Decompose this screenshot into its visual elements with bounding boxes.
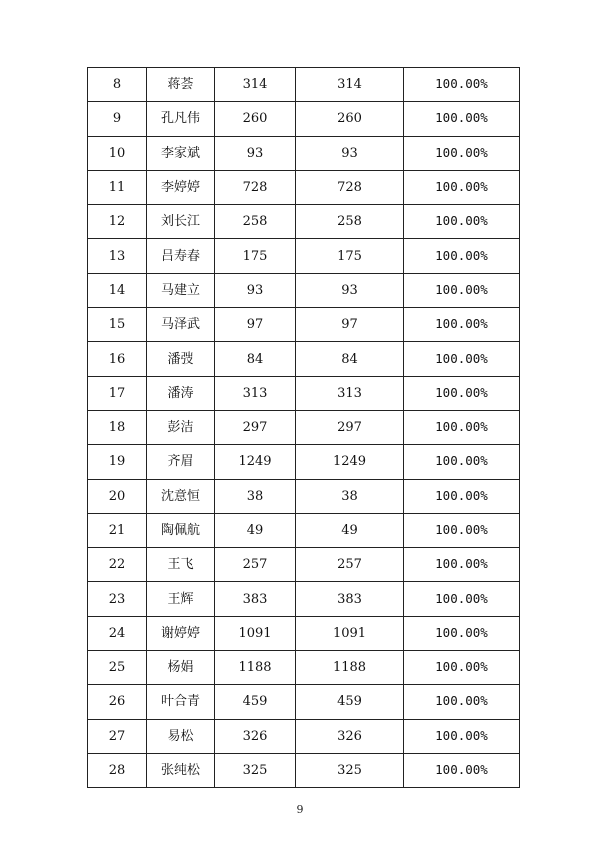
cell-rate [404, 170, 520, 204]
cell-index-text: 24 [108, 625, 126, 641]
cell-rate [404, 548, 520, 582]
cell-value-b [296, 479, 404, 513]
cell-index [88, 513, 147, 547]
cell-index [88, 685, 147, 719]
cell-value-b [296, 273, 404, 307]
cell-value-b [296, 308, 404, 342]
cell-value-a-text: 1091 [238, 625, 272, 641]
cell-value-b-text: 260 [337, 111, 362, 127]
cell-name-text: 谢婷婷 [160, 625, 200, 641]
cell-value-a-text: 175 [242, 248, 268, 264]
cell-name-text: 刘长江 [160, 214, 200, 230]
cell-rate [404, 616, 520, 650]
cell-index [88, 719, 147, 753]
cell-value-b [296, 445, 404, 479]
cell-rate [404, 479, 520, 513]
cell-value-b [296, 239, 404, 273]
cell-value-a [215, 205, 296, 239]
cell-index [88, 170, 147, 204]
cell-rate [404, 445, 520, 479]
cell-value-a-text: 314 [242, 77, 268, 93]
table-row [88, 170, 520, 204]
cell-index [88, 445, 147, 479]
cell-value-a-text: 325 [242, 763, 268, 779]
cell-value-a-text: 728 [242, 180, 268, 196]
table-row [88, 445, 520, 479]
cell-name-text: 孔凡伟 [160, 111, 200, 127]
cell-value-a-text: 326 [242, 728, 268, 744]
table-row [88, 68, 520, 102]
cell-index-text: 12 [108, 214, 126, 230]
cell-value-b-text: 97 [341, 317, 358, 333]
cell-name-text: 陶佩航 [160, 523, 200, 538]
cell-name-text: 王飞 [167, 557, 194, 573]
cell-value-a [215, 651, 296, 685]
table-row [88, 719, 520, 753]
cell-name [147, 719, 215, 753]
cell-name-text: 李家斌 [160, 145, 200, 161]
cell-index-text: 23 [108, 591, 126, 607]
table-row [88, 273, 520, 307]
cell-value-b [296, 410, 404, 444]
cell-index-text: 15 [108, 317, 126, 333]
cell-index [88, 753, 147, 787]
cell-rate-text: 100.00% [435, 419, 488, 435]
cell-value-b [296, 719, 404, 753]
cell-rate-text: 100.00% [435, 350, 488, 366]
cell-value-a-text: 257 [242, 557, 268, 573]
data-table [87, 67, 520, 788]
cell-value-b [296, 68, 404, 102]
cell-value-a-text: 258 [242, 214, 268, 230]
cell-value-a [215, 136, 296, 170]
cell-rate [404, 513, 520, 547]
cell-name [147, 273, 215, 307]
cell-name [147, 342, 215, 376]
cell-index-text: 25 [108, 660, 126, 676]
cell-value-b [296, 582, 404, 616]
cell-value-a [215, 170, 296, 204]
cell-index [88, 616, 147, 650]
cell-index-text: 20 [108, 488, 126, 504]
cell-value-a [215, 616, 296, 650]
cell-value-a [215, 239, 296, 273]
cell-name-text: 马泽武 [160, 317, 200, 333]
table-row [88, 616, 520, 650]
cell-value-a [215, 719, 296, 753]
cell-value-b [296, 651, 404, 685]
cell-index [88, 410, 147, 444]
cell-name [147, 170, 215, 204]
cell-rate-text: 100.00% [435, 659, 488, 675]
cell-name [147, 102, 215, 136]
table-row [88, 136, 520, 170]
table-row [88, 308, 520, 342]
cell-index [88, 548, 147, 582]
cell-value-b [296, 342, 404, 376]
cell-value-a [215, 753, 296, 787]
page-number: 9 [296, 803, 304, 816]
cell-value-a-text: 1249 [238, 454, 272, 470]
cell-rate [404, 136, 520, 170]
cell-value-b [296, 136, 404, 170]
cell-name-text: 叶合青 [160, 694, 200, 710]
cell-index [88, 205, 147, 239]
cell-name [147, 445, 215, 479]
cell-value-a-text: 459 [242, 694, 268, 710]
cell-value-a [215, 513, 296, 547]
cell-value-a [215, 308, 296, 342]
cell-rate [404, 342, 520, 376]
cell-index-text: 18 [108, 420, 126, 436]
cell-name-text: 彭洁 [167, 420, 194, 436]
table-row [88, 548, 520, 582]
cell-value-b-text: 314 [337, 77, 362, 93]
cell-rate-text: 100.00% [435, 110, 488, 126]
cell-name-text: 蒋荟 [167, 77, 194, 93]
cell-name [147, 479, 215, 513]
cell-rate-text: 100.00% [435, 453, 488, 469]
cell-value-b-text: 1091 [332, 625, 367, 641]
cell-index [88, 239, 147, 273]
table-row [88, 410, 520, 444]
cell-value-b-text: 258 [337, 214, 362, 230]
cell-value-b [296, 376, 404, 410]
cell-value-a-text: 260 [242, 111, 268, 127]
cell-rate-text: 100.00% [435, 590, 488, 606]
cell-index-text: 26 [108, 694, 126, 710]
table-row [88, 479, 520, 513]
cell-value-b-text: 297 [337, 420, 362, 436]
cell-index-text: 17 [108, 385, 126, 401]
cell-name-text: 马建立 [160, 282, 200, 298]
cell-value-a-text: 93 [246, 145, 264, 161]
cell-index [88, 376, 147, 410]
cell-value-b-text: 1249 [332, 454, 367, 470]
cell-index [88, 651, 147, 685]
cell-rate-text: 100.00% [435, 556, 488, 572]
cell-rate [404, 239, 520, 273]
cell-index-text: 22 [108, 557, 126, 573]
cell-index-text: 16 [108, 351, 126, 367]
table-row [88, 376, 520, 410]
cell-value-b [296, 616, 404, 650]
cell-rate-text: 100.00% [435, 762, 488, 778]
cell-value-a-text: 383 [242, 591, 268, 607]
cell-rate-text: 100.00% [435, 144, 488, 160]
cell-value-a-text: 38 [246, 488, 264, 504]
cell-name [147, 651, 215, 685]
cell-rate-text: 100.00% [435, 693, 488, 709]
cell-rate-text: 100.00% [435, 384, 488, 400]
cell-name-text: 齐眉 [167, 454, 194, 470]
cell-value-a [215, 548, 296, 582]
cell-rate [404, 376, 520, 410]
cell-name [147, 410, 215, 444]
cell-value-b-text: 326 [337, 728, 362, 744]
cell-value-b-text: 38 [341, 488, 358, 504]
cell-value-b-text: 313 [337, 385, 362, 401]
cell-value-b-text: 728 [337, 180, 362, 196]
cell-value-b [296, 685, 404, 719]
cell-index-text: 14 [108, 282, 126, 298]
cell-rate [404, 410, 520, 444]
cell-value-b-text: 325 [337, 763, 362, 779]
cell-rate-text: 100.00% [435, 247, 488, 263]
cell-rate [404, 205, 520, 239]
cell-rate [404, 582, 520, 616]
cell-value-b [296, 753, 404, 787]
cell-rate [404, 273, 520, 307]
cell-name-text: 沈意恒 [160, 488, 200, 504]
cell-value-a-text: 297 [242, 420, 268, 436]
cell-rate-text: 100.00% [435, 522, 488, 537]
cell-name-text: 张纯松 [160, 763, 200, 779]
cell-value-b-text: 1188 [332, 660, 367, 676]
cell-value-a [215, 102, 296, 136]
cell-index-text: 10 [108, 145, 126, 161]
cell-value-a [215, 479, 296, 513]
table-row [88, 513, 520, 547]
cell-rate-text: 100.00% [435, 624, 488, 640]
cell-value-a-text: 1188 [238, 660, 272, 676]
cell-value-a [215, 582, 296, 616]
cell-rate [404, 68, 520, 102]
cell-value-b-text: 175 [337, 248, 362, 264]
cell-name [147, 205, 215, 239]
cell-index-text: 27 [108, 728, 126, 744]
cell-rate-text: 100.00% [435, 76, 488, 92]
cell-value-a [215, 376, 296, 410]
cell-index-text: 21 [108, 523, 126, 538]
cell-value-a-text: 49 [246, 523, 264, 538]
cell-value-b [296, 102, 404, 136]
cell-name [147, 582, 215, 616]
cell-index-text: 8 [112, 77, 122, 93]
cell-rate-text: 100.00% [435, 281, 488, 297]
cell-value-a-text: 97 [246, 317, 264, 333]
cell-value-b-text: 93 [341, 145, 358, 161]
cell-value-a [215, 68, 296, 102]
table-row [88, 685, 520, 719]
cell-value-a [215, 445, 296, 479]
cell-index-text: 11 [108, 180, 126, 196]
cell-index-text: 19 [108, 454, 126, 470]
cell-index [88, 582, 147, 616]
cell-value-a-text: 93 [246, 282, 264, 298]
cell-rate [404, 685, 520, 719]
cell-value-b-text: 84 [341, 351, 358, 367]
cell-rate-text: 100.00% [435, 487, 488, 503]
cell-index [88, 479, 147, 513]
cell-value-b-text: 257 [337, 557, 362, 573]
table-body [88, 68, 520, 788]
cell-rate-text: 100.00% [435, 179, 488, 195]
cell-name [147, 513, 215, 547]
cell-value-b-text: 383 [337, 591, 362, 607]
table-row [88, 651, 520, 685]
cell-index-text: 9 [112, 111, 122, 127]
cell-value-b [296, 170, 404, 204]
cell-name [147, 136, 215, 170]
cell-index [88, 308, 147, 342]
table-row [88, 582, 520, 616]
cell-name-text: 王辉 [167, 591, 194, 607]
cell-name-text: 李婷婷 [160, 180, 200, 196]
cell-name [147, 376, 215, 410]
table-row [88, 342, 520, 376]
cell-rate [404, 308, 520, 342]
cell-value-b [296, 513, 404, 547]
cell-rate-text: 100.00% [435, 213, 488, 229]
cell-index [88, 273, 147, 307]
cell-value-b [296, 548, 404, 582]
cell-name [147, 548, 215, 582]
cell-name [147, 308, 215, 342]
cell-name-text: 潘涛 [167, 385, 194, 401]
cell-name [147, 753, 215, 787]
table-row [88, 239, 520, 273]
cell-rate [404, 719, 520, 753]
cell-index [88, 68, 147, 102]
cell-name-text: 潘弢 [167, 351, 194, 367]
table-row [88, 205, 520, 239]
cell-value-b-text: 93 [341, 282, 358, 298]
cell-index-text: 28 [108, 763, 126, 779]
cell-name [147, 68, 215, 102]
cell-value-b [296, 205, 404, 239]
cell-value-b-text: 49 [341, 523, 358, 538]
cell-rate [404, 102, 520, 136]
cell-index-text: 13 [108, 248, 126, 264]
cell-name-text: 杨娟 [167, 660, 194, 676]
table-row [88, 102, 520, 136]
cell-rate-text: 100.00% [435, 316, 488, 332]
cell-rate [404, 753, 520, 787]
cell-name [147, 616, 215, 650]
table-row [88, 753, 520, 787]
cell-value-a-text: 313 [242, 385, 268, 401]
cell-name-text: 吕寿春 [160, 248, 200, 264]
cell-value-a [215, 410, 296, 444]
cell-value-a-text: 84 [246, 351, 264, 367]
cell-rate-text: 100.00% [435, 727, 488, 743]
cell-index [88, 102, 147, 136]
cell-name-text: 易松 [167, 728, 194, 744]
cell-value-a [215, 685, 296, 719]
cell-rate [404, 651, 520, 685]
cell-value-b-text: 459 [337, 694, 362, 710]
cell-value-a [215, 273, 296, 307]
cell-index [88, 342, 147, 376]
cell-name [147, 239, 215, 273]
cell-index [88, 136, 147, 170]
cell-name [147, 685, 215, 719]
cell-value-a [215, 342, 296, 376]
